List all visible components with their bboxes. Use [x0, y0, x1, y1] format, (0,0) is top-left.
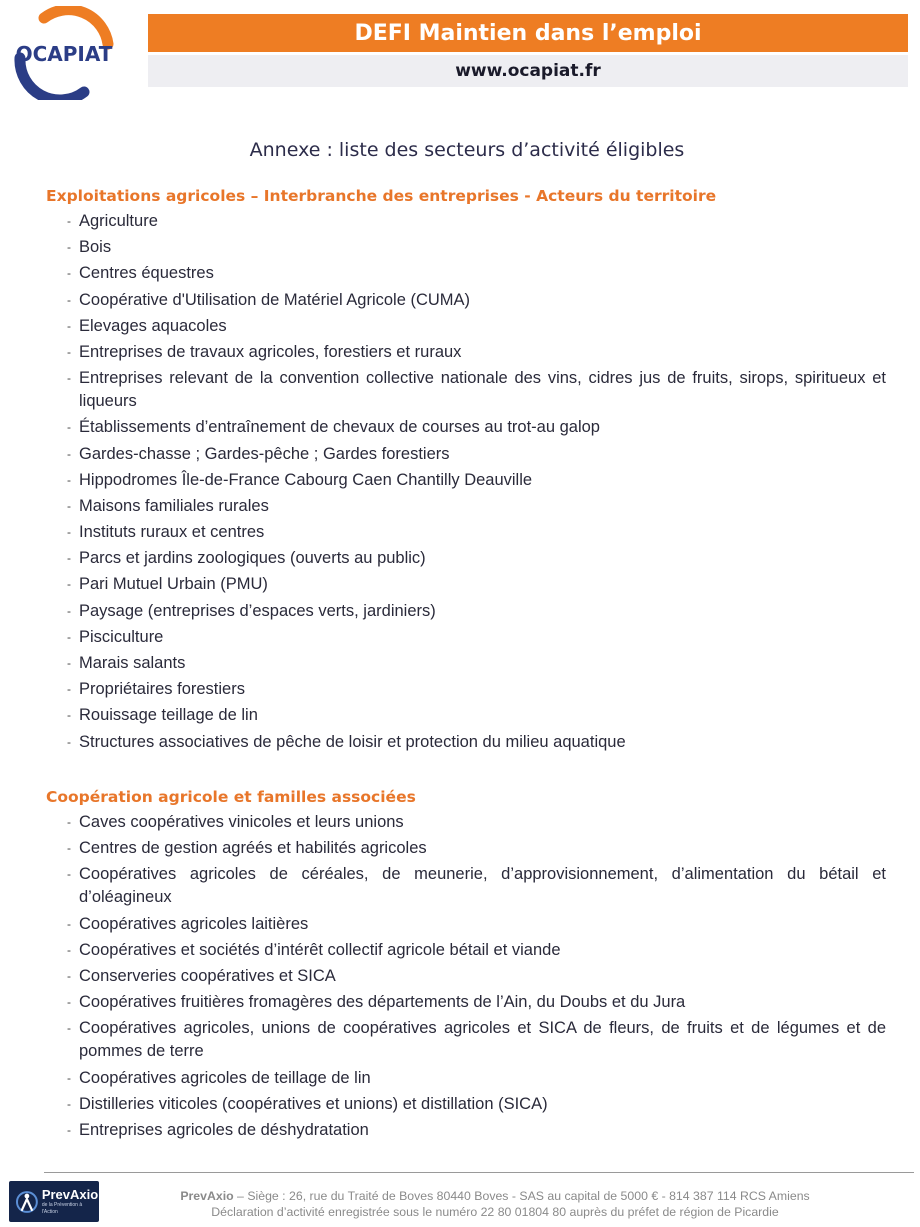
sector-list — [46, 811, 888, 1142]
section-cooperation-agricole — [46, 785, 888, 1145]
list-item: - Centres de gestion agréés et habilités agricoles — [46, 837, 888, 860]
section-heading: Coopération agricole et familles associées — [46, 788, 416, 806]
list-item: - Établissements d’entraînement de chevaux de courses au trot-au galop — [46, 416, 888, 439]
prevaxio-logo-name: PrevAxio — [41, 1186, 99, 1202]
list-item: - Gardes-chasse ; Gardes-pêche ; Gardes forestiers — [46, 443, 888, 466]
list-item: - Distilleries viticoles (coopératives et unions) et distillation (SICA) — [46, 1093, 888, 1116]
list-item: - Propriétaires forestiers — [46, 678, 888, 701]
list-item: - Maisons familiales rurales — [46, 495, 888, 518]
list-item: - Entreprises agricoles de déshydratation — [46, 1119, 888, 1142]
footer-address: – Siège : 26, rue du Traité de Boves 80440 Boves - SAS au capital de 5000 € - 814 387 114 RCS Amiens — [233, 1189, 810, 1203]
list-item: - Paysage (entreprises d’espaces verts, jardiniers) — [46, 600, 888, 623]
ocapiat-logo — [14, 6, 114, 100]
list-item: - Rouissage teillage de lin — [46, 704, 888, 727]
document-banner-title: DEFI Maintien dans l’emploi — [148, 14, 908, 52]
prevaxio-figure-icon — [15, 1188, 39, 1216]
list-item: - Entreprises de travaux agricoles, forestiers et ruraux — [46, 341, 888, 364]
section-exploitations-agricoles — [46, 184, 888, 757]
list-item: - Entreprises relevant de la convention collective nationale des vins, cidres jus de fruits, sirops, spiritueux et liqueurs — [46, 367, 888, 413]
logo-text: OCAPIAT — [15, 42, 113, 66]
prevaxio-logo — [9, 1181, 99, 1222]
list-item: - Elevages aquacoles — [46, 315, 888, 338]
footer-legal-text — [100, 1188, 890, 1220]
footer-line-2: Déclaration d’activité enregistrée sous le numéro 22 80 01804 80 auprès du préfet de région de Picardie — [211, 1205, 779, 1219]
footer-company-name: PrevAxio — [180, 1189, 234, 1203]
website-url: www.ocapiat.fr — [148, 55, 908, 87]
list-item: - Hippodromes Île-de-France Cabourg Caen Chantilly Deauville — [46, 469, 888, 492]
list-item: - Pisciculture — [46, 626, 888, 649]
list-item: - Conserveries coopératives et SICA — [46, 965, 888, 988]
list-item: - Structures associatives de pêche de loisir et protection du milieu aquatique — [46, 731, 888, 754]
page-title: Annexe : liste des secteurs d’activité éligibles — [249, 139, 685, 161]
footer-divider — [44, 1172, 914, 1173]
list-item: - Coopératives agricoles de teillage de lin — [46, 1067, 888, 1090]
section-heading: Exploitations agricoles – Interbranche des entreprises - Acteurs du territoire — [46, 187, 717, 205]
list-item: - Coopératives agricoles laitières — [46, 913, 888, 936]
list-item: - Centres équestres — [46, 262, 888, 285]
list-item: - Agriculture — [46, 210, 888, 233]
list-item: - Parcs et jardins zoologiques (ouverts au public) — [46, 547, 888, 570]
list-item: - Caves coopératives vinicoles et leurs unions — [46, 811, 888, 834]
sector-list — [46, 210, 888, 754]
list-item: - Pari Mutuel Urbain (PMU) — [46, 573, 888, 596]
list-item: - Coopératives agricoles de céréales, de meunerie, d’approvisionnement, d’alimentation du bétail et d’oléagineux — [46, 863, 888, 909]
prevaxio-logo-tagline: de la Prévention à l'Action — [41, 1201, 83, 1215]
list-item: - Coopératives et sociétés d’intérêt collectif agricole bétail et viande — [46, 939, 888, 962]
list-item: - Bois — [46, 236, 888, 259]
footer-line-1 — [100, 1188, 890, 1204]
list-item: - Coopérative d'Utilisation de Matériel Agricole (CUMA) — [46, 289, 888, 312]
list-item: - Marais salants — [46, 652, 888, 675]
list-item: - Instituts ruraux et centres — [46, 521, 888, 544]
list-item: - Coopératives agricoles, unions de coopératives agricoles et SICA de fleurs, de fruits et de légumes et de pommes de terre — [46, 1017, 888, 1063]
list-item: - Coopératives fruitières fromagères des départements de l’Ain, du Doubs et du Jura — [46, 991, 888, 1014]
ocapiat-logo-mark — [14, 6, 114, 100]
